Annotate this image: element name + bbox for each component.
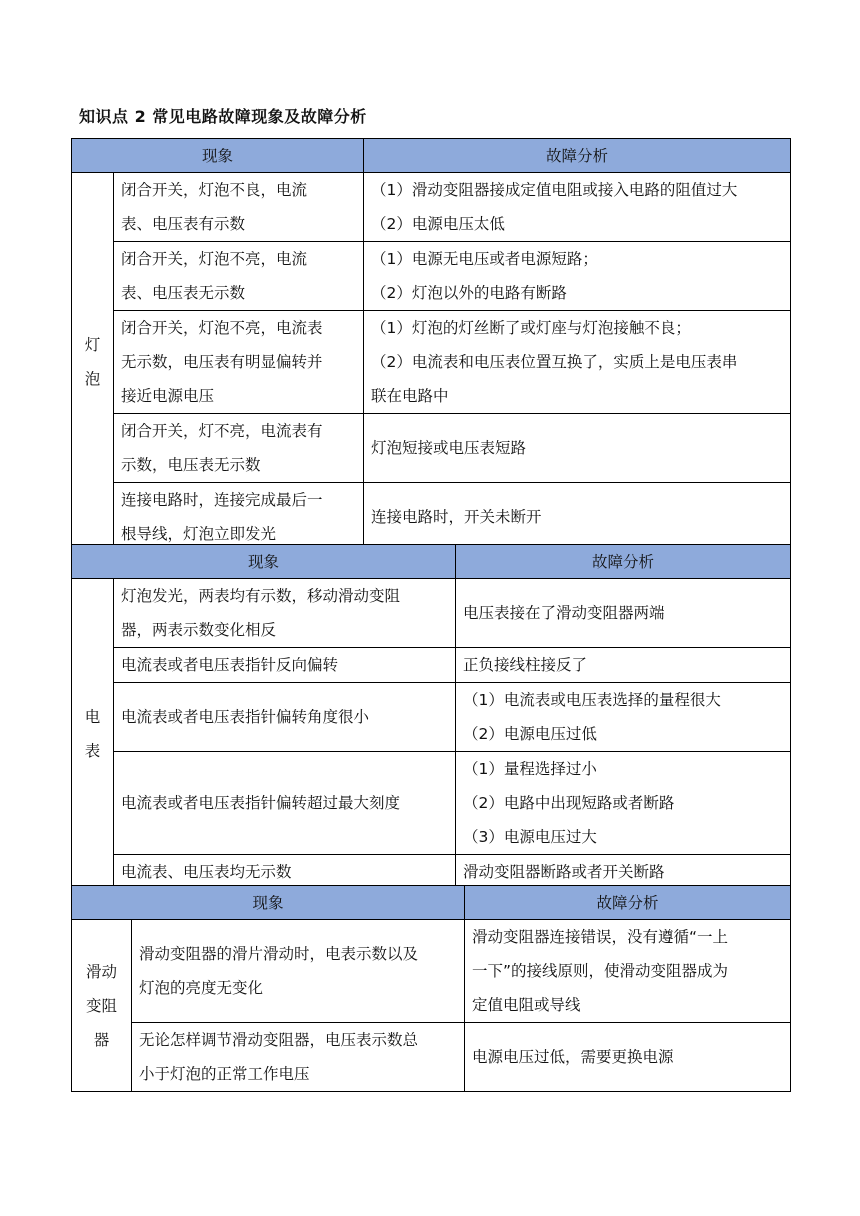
table-row <box>72 579 791 648</box>
cell-line: 器，两表示数变化相反 <box>121 621 277 639</box>
cell-line: 定值电阻或导线 <box>472 996 581 1014</box>
table-row <box>72 483 791 552</box>
cell-line: 变阻 <box>85 996 117 1015</box>
header-analysis: 故障分析 <box>364 139 791 173</box>
analysis-cell <box>456 683 791 752</box>
category-cell <box>72 579 114 890</box>
analysis-cell <box>456 579 791 648</box>
cell-line: 表、电压表无示数 <box>121 284 246 302</box>
category-cell <box>72 173 114 552</box>
table-row <box>72 242 791 311</box>
phenomenon-cell <box>114 483 364 552</box>
table-header-row <box>72 886 791 920</box>
cell-line: 灯泡发光，两表均有示数，移动滑动变阻 <box>121 587 401 605</box>
cell-line: 连接电路时，连接完成最后一 <box>121 491 323 509</box>
cell-line: 滑动变阻器的滑片滑动时，电表示数以及 <box>139 945 419 963</box>
phenomenon-cell <box>114 579 456 648</box>
table-row <box>72 414 791 483</box>
cell-line: 滑动变阻器连接错误，没有遵循“一上 <box>472 928 729 946</box>
header-phenomenon: 现象 <box>72 139 364 173</box>
cell-line: 电流表、电压表均无示数 <box>121 863 292 881</box>
analysis-cell <box>364 483 791 552</box>
table-row <box>72 173 791 242</box>
analysis-cell <box>456 752 791 855</box>
phenomenon-cell <box>114 242 364 311</box>
fault-table-bulb <box>71 138 791 552</box>
table-row <box>72 1023 791 1092</box>
cell-line: 表 <box>84 742 101 760</box>
cell-line: （2）电源电压太低 <box>371 215 505 233</box>
cell-line: 闭合开关，灯泡不良，电流 <box>121 181 308 199</box>
fault-table-meter <box>71 544 791 890</box>
table-header-row <box>72 139 791 173</box>
cell-line: 电源电压过低，需要更换电源 <box>472 1048 674 1066</box>
phenomenon-cell <box>114 648 456 683</box>
analysis-cell <box>465 920 791 1023</box>
cell-line: 无论怎样调节滑动变阻器，电压表示数总 <box>139 1031 419 1049</box>
table-row <box>72 920 791 1023</box>
cell-line: 器 <box>93 1030 110 1049</box>
analysis-cell <box>456 648 791 683</box>
cell-line: 根导线，灯泡立即发光 <box>121 525 277 543</box>
cell-line: （1）灯泡的灯丝断了或灯座与灯泡接触不良； <box>371 319 691 337</box>
header-phenomenon: 现象 <box>72 886 465 920</box>
cell-line: 闭合开关，灯泡不亮，电流表 <box>121 319 323 337</box>
cell-line: 灯泡的亮度无变化 <box>139 979 264 997</box>
cell-line: （2）电路中出现短路或者断路 <box>463 794 675 812</box>
cell-line: 电流表或者电压表指针偏转超过最大刻度 <box>121 794 401 812</box>
analysis-cell <box>364 414 791 483</box>
header-analysis: 故障分析 <box>465 886 791 920</box>
section-heading: 知识点 2 常见电路故障现象及故障分析 <box>79 107 367 126</box>
fault-table-rheostat <box>71 885 791 1092</box>
cell-line: 示数，电压表无示数 <box>121 456 261 474</box>
cell-line: （2）灯泡以外的电路有断路 <box>371 284 567 302</box>
category-cell <box>72 920 132 1092</box>
cell-line: 表、电压表有示数 <box>121 215 246 233</box>
cell-line: 滑动 <box>85 962 117 981</box>
cell-line: 小于灯泡的正常工作电压 <box>139 1065 310 1083</box>
cell-line: 一下”的接线原则，使滑动变阻器成为 <box>472 962 729 980</box>
cell-line: 闭合开关，灯不亮，电流表有 <box>121 422 323 440</box>
cell-line: 正负接线柱接反了 <box>463 656 588 674</box>
cell-line: 电流表或者电压表指针偏转角度很小 <box>121 708 370 726</box>
header-analysis: 故障分析 <box>456 545 791 579</box>
cell-line: 闭合开关，灯泡不亮，电流 <box>121 250 308 268</box>
analysis-cell <box>364 242 791 311</box>
analysis-cell <box>465 1023 791 1092</box>
cell-line: 连接电路时，开关未断开 <box>371 508 542 526</box>
table-row <box>72 752 791 855</box>
phenomenon-cell <box>132 920 465 1023</box>
phenomenon-cell <box>114 752 456 855</box>
cell-line: 灯泡短接或电压表短路 <box>371 439 527 457</box>
header-phenomenon: 现象 <box>72 545 456 579</box>
table-row <box>72 311 791 414</box>
table-header-row <box>72 545 791 579</box>
cell-line: （1）量程选择过小 <box>463 760 597 778</box>
phenomenon-cell <box>114 683 456 752</box>
cell-line: 无示数，电压表有明显偏转并 <box>121 353 323 371</box>
cell-line: （3）电源电压过大 <box>463 828 597 846</box>
analysis-cell <box>364 173 791 242</box>
cell-line: （1）滑动变阻器接成定值电阻或接入电路的阻值过大 <box>371 181 738 199</box>
cell-line: 滑动变阻器断路或者开关断路 <box>463 863 665 881</box>
phenomenon-cell <box>114 173 364 242</box>
cell-line: 灯 <box>84 336 101 354</box>
cell-line: （2）电流表和电压表位置互换了，实质上是电压表串 <box>371 353 738 371</box>
cell-line: （1）电源无电压或者电源短路； <box>371 250 598 268</box>
phenomenon-cell <box>132 1023 465 1092</box>
cell-line: 电压表接在了滑动变阻器两端 <box>463 604 665 622</box>
phenomenon-cell <box>114 414 364 483</box>
cell-line: 电 <box>84 708 101 726</box>
cell-line: 接近电源电压 <box>121 387 215 405</box>
cell-line: （1）电流表或电压表选择的量程很大 <box>463 691 721 709</box>
analysis-cell <box>364 311 791 414</box>
cell-line: 电流表或者电压表指针反向偏转 <box>121 656 339 674</box>
table-row <box>72 683 791 752</box>
phenomenon-cell <box>114 311 364 414</box>
cell-line: 联在电路中 <box>371 387 449 405</box>
cell-line: （2）电源电压过低 <box>463 725 597 743</box>
table-row <box>72 648 791 683</box>
cell-line: 泡 <box>84 370 101 388</box>
